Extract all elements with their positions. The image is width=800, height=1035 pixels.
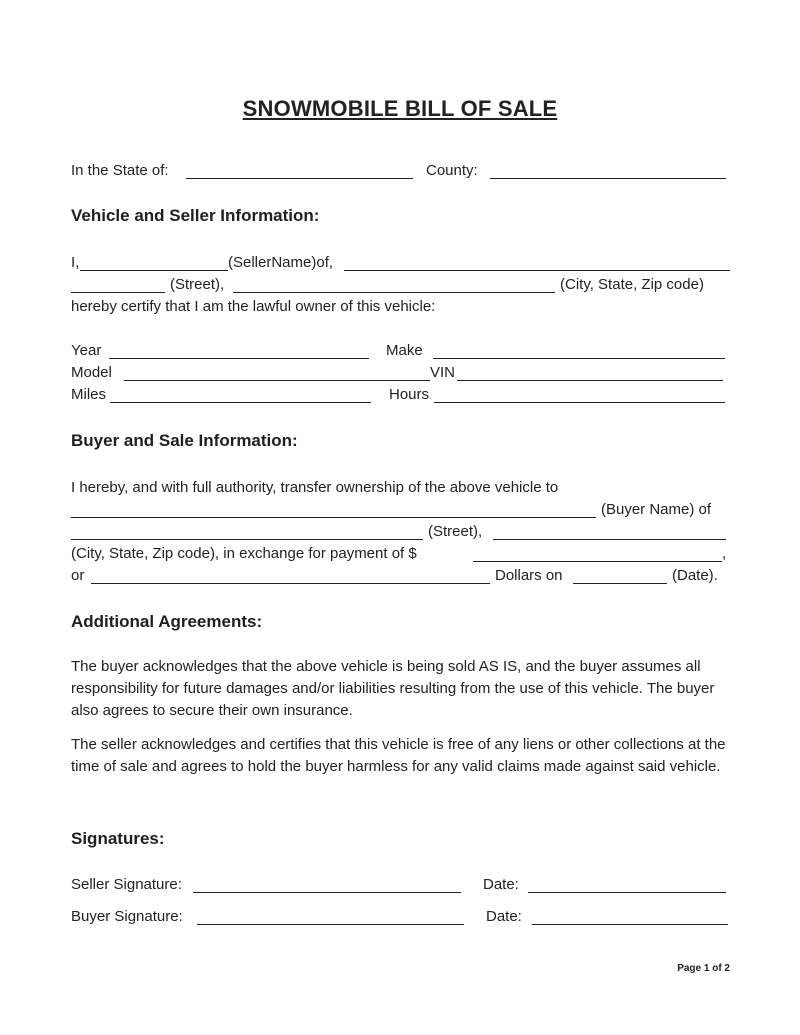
seller-name-label: (SellerName)of, [228, 254, 334, 271]
state-label: In the State of: [71, 162, 169, 179]
agreement-paragraph-2: The seller acknowledges and certifies that this vehicle is free of any liens or other collections at the time of sale and agrees to hold the buyer harmless for any valid claims made against said vehicle. [71, 736, 726, 775]
miles-field[interactable] [110, 402, 371, 403]
vin-field[interactable] [457, 380, 723, 381]
buyer-name-label: (Buyer Name) of [601, 501, 712, 518]
seller-certify-text: hereby certify that I am the lawful owner of this vehicle: [71, 298, 436, 315]
hours-label: Hours [389, 386, 430, 403]
buyer-signature-label: Buyer Signature: [71, 908, 183, 925]
model-field[interactable] [124, 380, 430, 381]
seller-street-field[interactable] [71, 292, 165, 293]
buyer-date-label: Date: [486, 908, 522, 925]
buyer-street-label: (Street), [428, 523, 483, 540]
buyer-signature-field[interactable] [197, 924, 464, 925]
buyer-city-field[interactable] [493, 539, 726, 540]
seller-city-field[interactable] [233, 292, 555, 293]
page-number: Page 1 of 2 [677, 963, 730, 974]
section-heading-additional: Additional Agreements: [71, 612, 263, 631]
seller-prefix: I, [71, 254, 80, 271]
seller-date-field[interactable] [528, 892, 726, 893]
seller-city-label: (City, State, Zip code) [560, 276, 704, 293]
state-field[interactable] [186, 178, 413, 179]
seller-name-field[interactable] [80, 270, 228, 271]
vin-label: VIN [430, 364, 456, 381]
section-heading-buyer-sale: Buyer and Sale Information: [71, 431, 298, 450]
agreement-paragraph-1: The buyer acknowledges that the above vehicle is being sold AS IS, and the buyer assumes all responsibility for future damages and/or liabilities resulting from the use of this vehicle. The buyer also agrees to secure their own insurance. [71, 658, 715, 719]
document-title: SNOWMOBILE BILL OF SALE [242, 96, 558, 121]
section-heading-signatures: Signatures: [71, 829, 165, 848]
make-label: Make [386, 342, 423, 359]
buyer-date-field[interactable] [532, 924, 728, 925]
or-label: or [71, 567, 85, 584]
buyer-intro-text: I hereby, and with full authority, transfer ownership of the above vehicle to [71, 479, 559, 496]
sale-date-label: (Date). [672, 567, 718, 584]
dollars-on-label: Dollars on [495, 567, 563, 584]
seller-street-label: (Street), [170, 276, 225, 293]
payment-text: (City, State, Zip code), in exchange for payment of $ [71, 545, 417, 562]
hours-field[interactable] [434, 402, 725, 403]
dollars-words-field[interactable] [91, 583, 490, 584]
seller-signature-field[interactable] [193, 892, 461, 893]
year-label: Year [71, 342, 102, 359]
seller-date-label: Date: [483, 876, 519, 893]
payment-comma: , [722, 545, 727, 562]
payment-amount-field[interactable] [473, 561, 722, 562]
year-field[interactable] [109, 358, 369, 359]
county-label: County: [426, 162, 478, 179]
seller-address-field[interactable] [344, 270, 730, 271]
county-field[interactable] [490, 178, 726, 179]
sale-date-field[interactable] [573, 583, 667, 584]
section-heading-vehicle-seller: Vehicle and Seller Information: [71, 206, 320, 225]
model-label: Model [71, 364, 112, 381]
seller-signature-label: Seller Signature: [71, 876, 182, 893]
buyer-street-field[interactable] [71, 539, 423, 540]
make-field[interactable] [433, 358, 725, 359]
miles-label: Miles [71, 386, 107, 403]
buyer-name-field[interactable] [71, 517, 596, 518]
